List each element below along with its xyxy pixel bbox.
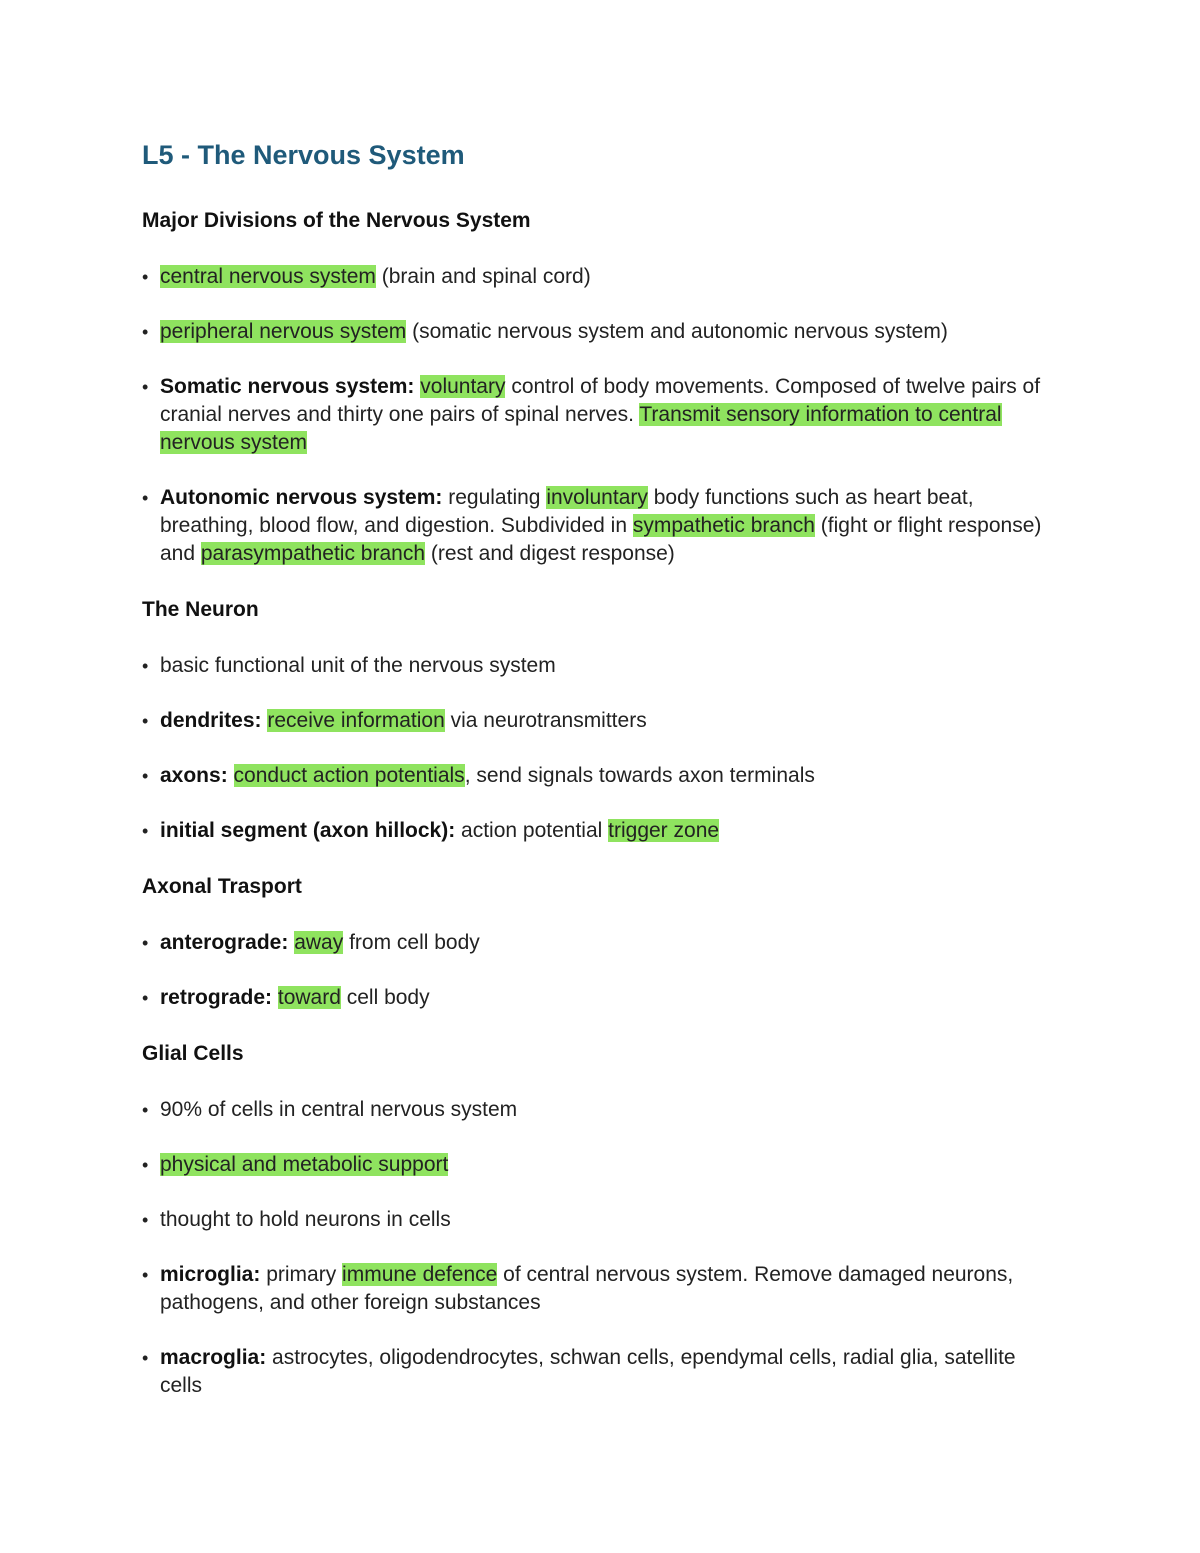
- list-item: [142, 1096, 1062, 1124]
- highlighted-text: peripheral nervous system: [160, 320, 407, 343]
- page-title: L5 - The Nervous System: [142, 140, 465, 170]
- term-label: dendrites:: [160, 709, 268, 732]
- term-label: initial segment (axon hillock):: [160, 819, 462, 842]
- list-item: [142, 1206, 1062, 1234]
- list-item: [142, 707, 1062, 735]
- list-item: [142, 1261, 1062, 1317]
- highlighted-text: Transmit sensory information to central nervous system: [160, 403, 1002, 454]
- list-item: [142, 318, 1062, 346]
- term-label: microglia:: [160, 1263, 267, 1286]
- highlighted-text: voluntary: [420, 375, 506, 398]
- body-text: astrocytes, oligodendrocytes, schwan cells, ependymal cells, radial glia, satellite cells: [160, 1346, 1016, 1397]
- list-item: [142, 762, 1062, 790]
- body-text: (fight or flight response) and: [160, 514, 1042, 565]
- section-heading: Axonal Trasport: [142, 875, 302, 898]
- bullet-list: [142, 263, 1062, 568]
- highlighted-text: immune defence: [342, 1263, 498, 1286]
- list-item: [142, 1344, 1062, 1400]
- term-label: macroglia:: [160, 1346, 273, 1369]
- list-item: [142, 929, 1062, 957]
- list-item: [142, 373, 1062, 457]
- section-heading: Major Divisions of the Nervous System: [142, 209, 531, 232]
- body-text: basic functional unit of the nervous system: [160, 654, 556, 677]
- body-text: from cell body: [343, 931, 480, 954]
- body-text: action potential: [461, 819, 609, 842]
- body-text: regulating: [448, 486, 547, 509]
- highlighted-text: sympathetic branch: [632, 514, 815, 537]
- list-item: [142, 484, 1062, 568]
- section-heading: The Neuron: [142, 598, 259, 621]
- term-label: axons:: [160, 764, 234, 787]
- list-item: [142, 652, 1062, 680]
- term-label: retrograde:: [160, 986, 278, 1009]
- highlighted-text: away: [294, 931, 344, 954]
- body-text: (rest and digest response): [425, 542, 675, 565]
- bullet-list: [142, 1096, 1062, 1400]
- highlighted-text: central nervous system: [160, 265, 376, 288]
- document-body: [142, 206, 1062, 1427]
- list-item: [142, 817, 1062, 845]
- list-item: [142, 984, 1062, 1012]
- list-item: [142, 263, 1062, 291]
- term-label: anterograde:: [160, 931, 295, 954]
- body-text: via neurotransmitters: [444, 709, 647, 732]
- highlighted-text: physical and metabolic support: [160, 1153, 449, 1176]
- body-text: 90% of cells in central nervous system: [160, 1098, 518, 1121]
- body-text: of central nervous system. Remove damaged neurons, pathogens, and other foreign substances: [160, 1263, 1014, 1314]
- highlighted-text: receive information: [267, 709, 445, 732]
- term-label: Autonomic nervous system:: [160, 486, 449, 509]
- body-text: control of body movements. Composed of twelve pairs of cranial nerves and thirty one pairs of spinal nerves.: [160, 375, 1041, 426]
- highlighted-text: conduct action potentials: [233, 764, 465, 787]
- term-label: Somatic nervous system:: [160, 375, 421, 398]
- bullet-list: [142, 652, 1062, 845]
- highlighted-text: toward: [277, 986, 341, 1009]
- body-text: (brain and spinal cord): [375, 265, 591, 288]
- body-text: body functions such as heart beat, breathing, blood flow, and digestion. Subdivided in: [160, 486, 974, 537]
- list-item: [142, 1151, 1062, 1179]
- body-text: primary: [266, 1263, 343, 1286]
- highlighted-text: involuntary: [546, 486, 648, 509]
- body-text: (somatic nervous system and autonomic nervous system): [406, 320, 948, 343]
- section-heading: Glial Cells: [142, 1042, 244, 1065]
- highlighted-text: trigger zone: [608, 819, 720, 842]
- body-text: cell body: [340, 986, 430, 1009]
- body-text: thought to hold neurons in cells: [160, 1208, 451, 1231]
- bullet-list: [142, 929, 1062, 1012]
- body-text: , send signals towards axon terminals: [464, 764, 815, 787]
- highlighted-text: parasympathetic branch: [200, 542, 425, 565]
